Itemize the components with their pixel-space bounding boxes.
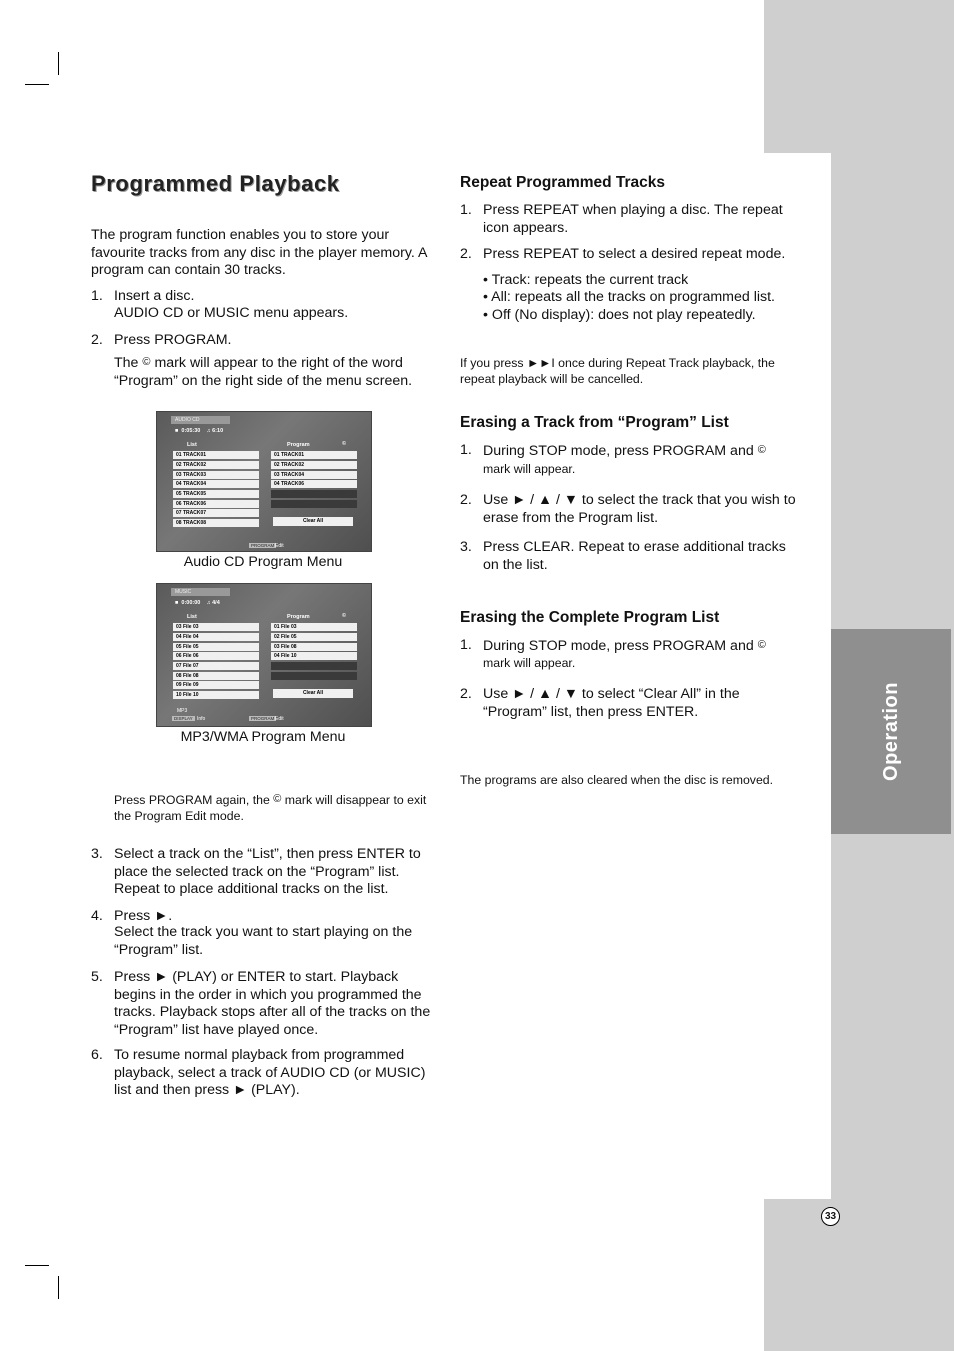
step-number: 6. <box>91 1047 103 1063</box>
erase-all-note: The programs are also cleared when the disc is removed. <box>460 773 774 787</box>
list-item: 07 File 07 <box>173 662 259 670</box>
program-empty-slot <box>271 500 357 508</box>
step-2-text-b: mark will appear to the right of the word “Program” on the right side of the menu screen. <box>114 355 413 389</box>
program-badge: PROGRAM <box>251 716 275 721</box>
program-mark-icon: © <box>342 441 347 447</box>
program-empty-slot <box>271 672 357 680</box>
section-tab-label: Operation <box>879 682 902 781</box>
program-item: 03 TRACK04 <box>271 471 357 479</box>
erase-track-step-1: During STOP mode, press PROGRAM and © <box>483 443 766 459</box>
list-item: 03 File 03 <box>173 623 259 631</box>
repeat-note: If you press ►►I once during Repeat Track playback, the repeat playback will be cancelled. <box>460 356 775 386</box>
page-title: Programmed Playback <box>91 171 340 196</box>
program-item: 04 File 10 <box>271 652 357 660</box>
list-item: 05 TRACK05 <box>173 490 259 498</box>
crop-mark <box>25 84 49 85</box>
disc-time: ■ 0:00:00 ♫ 4/4 <box>175 600 220 606</box>
step-1-line1: Insert a disc. <box>114 288 195 304</box>
list-item: 04 File 04 <box>173 633 259 641</box>
step-number: 1. <box>460 202 472 218</box>
program-mark-icon: © <box>757 444 766 456</box>
info-label: Info <box>197 716 206 722</box>
list-item: 02 TRACK02 <box>173 461 259 469</box>
list-item: 06 TRACK06 <box>173 500 259 508</box>
program-item: 03 File 08 <box>271 643 357 651</box>
program-header: Program <box>287 614 310 620</box>
step-3-text: Select a track on the “List”, then press ENTER to place the selected track on the “Program” list. Repeat to place additional tracks on the list. <box>114 846 421 897</box>
erase-all-step-2: Use ► / ▲ / ▼ to select “Clear All” in the “Program” list, then press ENTER. <box>483 686 740 720</box>
program-mark-icon: © <box>142 356 151 368</box>
mp3-menu-screenshot <box>156 583 372 727</box>
step-number: 2. <box>460 492 472 508</box>
list-item: 09 File 09 <box>173 681 259 689</box>
program-empty-slot <box>271 662 357 670</box>
program-item: 04 TRACK06 <box>271 480 357 488</box>
step-5-text: Press ► (PLAY) or ENTER to start. Playback begins in the order in which you programmed the tracks. Playback stops after all of the tracks on the “Program” list have played once. <box>114 969 431 1038</box>
repeat-bullet: • Track: repeats the current track <box>483 272 689 288</box>
repeat-bullet: • All: repeats all the tracks on programmed list. <box>483 289 775 305</box>
program-mark-icon: © <box>273 793 282 805</box>
step-number: 5. <box>91 969 103 985</box>
edit-label: Edit <box>275 716 284 722</box>
erase-all-step-1-cont: mark will appear. <box>483 656 576 670</box>
program-empty-slot <box>271 490 357 498</box>
step-2-line1: Press PROGRAM. <box>114 332 232 348</box>
disc-time: ■ 0:05:30 ♫ 6:10 <box>175 428 224 434</box>
erase-all-heading: Erasing the Complete Program List <box>460 609 720 626</box>
crop-mark <box>25 1265 49 1266</box>
step-1-line2: AUDIO CD or MUSIC menu appears. <box>114 305 349 321</box>
list-item: 08 TRACK08 <box>173 519 259 527</box>
clear-all-button: Clear All <box>273 517 353 526</box>
list-item: 08 File 08 <box>173 672 259 680</box>
step-number: 3. <box>91 846 103 862</box>
repeat-heading: Repeat Programmed Tracks <box>460 174 666 191</box>
step-number: 2. <box>460 246 472 262</box>
step-number: 1. <box>460 442 472 458</box>
step-number: 3. <box>460 539 472 555</box>
audio-cd-menu-caption: Audio CD Program Menu <box>183 554 343 570</box>
sidebar-top <box>764 0 954 153</box>
program-mark-icon: © <box>342 613 347 619</box>
list-item: 05 File 05 <box>173 643 259 651</box>
erase-track-heading: Erasing a Track from “Program” List <box>460 414 729 431</box>
step-number: 2. <box>460 686 472 702</box>
program-header: Program <box>287 442 310 448</box>
program-mark-icon: © <box>757 639 766 651</box>
repeat-step-1: Press REPEAT when playing a disc. The repeat icon appears. <box>483 202 783 236</box>
step-number: 1. <box>460 637 472 653</box>
list-header: List <box>187 614 197 620</box>
erase-track-step-2: Use ► / ▲ / ▼ to select the track that you wish to erase from the Program list. <box>483 492 796 526</box>
crop-mark <box>58 1276 59 1299</box>
edit-label: Edit <box>275 543 284 549</box>
crop-mark <box>58 52 59 75</box>
page-number: 33 <box>821 1207 840 1226</box>
format-label: MP3 <box>177 708 188 714</box>
clear-all-button: Clear All <box>273 689 353 698</box>
program-edit-note: Press PROGRAM again, the © mark will disappear to exit the Program Edit mode. <box>114 793 427 823</box>
erase-track-step-3: Press CLEAR. Repeat to erase additional tracks on the list. <box>483 539 786 573</box>
audio-cd-menu-screenshot <box>156 411 372 552</box>
program-badge: PROGRAM <box>251 543 275 548</box>
menu-tab: AUDIO CD <box>171 416 230 424</box>
sidebar-bottom <box>764 1199 954 1351</box>
list-header: List <box>187 442 197 448</box>
repeat-step-2: Press REPEAT to select a desired repeat mode. <box>483 246 786 262</box>
program-item: 01 File 03 <box>271 623 357 631</box>
display-badge: DISPLAY <box>174 716 193 721</box>
step-number: 2. <box>91 332 103 348</box>
program-item: 01 TRACK01 <box>271 451 357 459</box>
repeat-bullet: • Off (No display): does not play repeatedly. <box>483 307 756 323</box>
menu-tab: MUSIC <box>171 588 230 596</box>
erase-track-step-1-cont: mark will appear. <box>483 462 576 476</box>
list-item: 07 TRACK07 <box>173 509 259 517</box>
list-item: 10 File 10 <box>173 691 259 699</box>
step-number: 1. <box>91 288 103 304</box>
step-4-line1: Press ►. <box>114 908 173 924</box>
list-item: 03 TRACK03 <box>173 471 259 479</box>
list-item: 04 TRACK04 <box>173 480 259 488</box>
erase-all-step-1: During STOP mode, press PROGRAM and © <box>483 638 766 654</box>
step-2-detail <box>114 354 436 390</box>
intro-paragraph: The program function enables you to store your favourite tracks from any disc in the player memory. A program can contain 30 tracks. <box>91 227 427 278</box>
step-4-line2: Select the track you want to start playing on the “Program” list. <box>114 924 413 958</box>
step-6-text: To resume normal playback from programmed playback, select a track of AUDIO CD (or MUSIC) list and then press ► (PLAY). <box>114 1047 426 1098</box>
step-2-text-a: The <box>114 355 139 371</box>
step-number: 4. <box>91 908 103 924</box>
program-item: 02 TRACK02 <box>271 461 357 469</box>
mp3-menu-caption: MP3/WMA Program Menu <box>180 729 346 745</box>
list-item: 06 File 06 <box>173 652 259 660</box>
list-item: 01 TRACK01 <box>173 451 259 459</box>
program-item: 02 File 05 <box>271 633 357 641</box>
